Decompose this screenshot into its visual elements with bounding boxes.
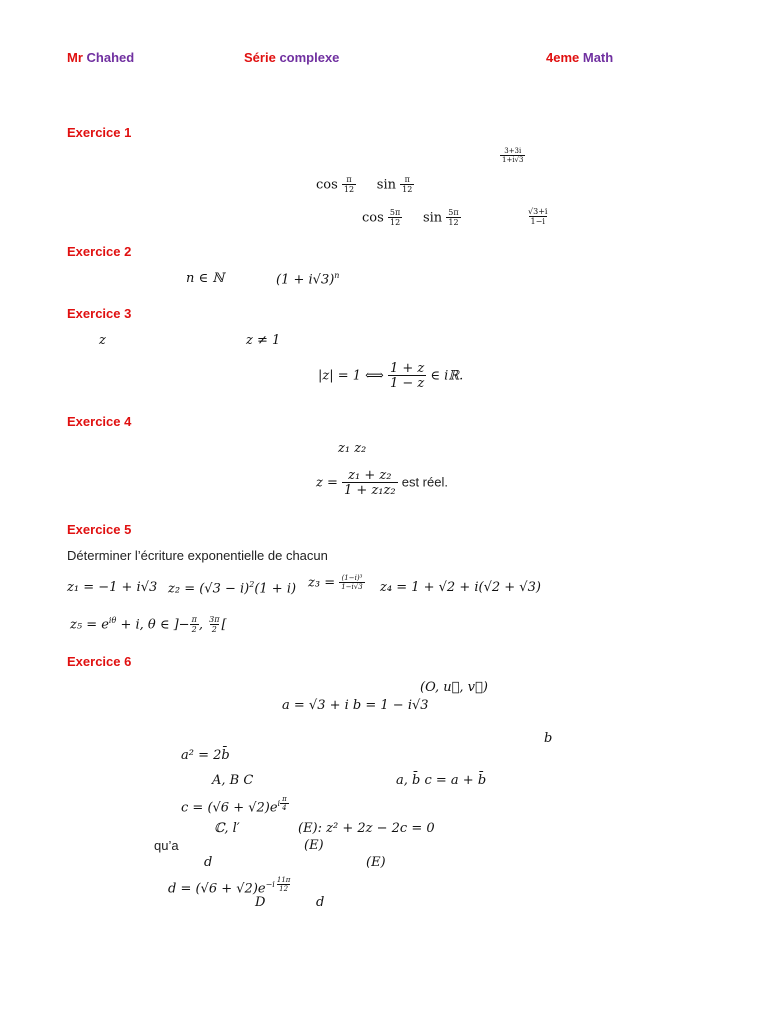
ex6-qua: qu’a [154, 838, 179, 853]
header-series: Série complexe [244, 50, 340, 65]
ex6-c-definition: a, b̄ c = a + b̄ [396, 773, 487, 788]
ex5-z1: z₁ = −1 + i√3 [67, 580, 158, 595]
ex1-fraction-a: $\frac{3+3i}{1+i√3}$ [502, 147, 524, 164]
exercise-1-title: Exercice 1 [67, 125, 132, 140]
ex2-condition: n ∈ ℕ [186, 271, 225, 286]
ex1-cos-sin-5pi12: cos $\frac{5\pi}{12}$ sin $\frac{5\pi}{12}$ [362, 208, 459, 227]
exercise-5-title: Exercice 5 [67, 522, 132, 537]
ex6-e-ref-1: (E) [304, 838, 324, 853]
ex5-z3: z₃ = $\frac{\text{(1−i)³}}{1-i√3}$ [308, 574, 363, 591]
header-author: Mr Chahed [67, 50, 135, 65]
ex4-expression: z = $\frac{\text{z₁ + z₂}}{\text{1 + z₁z₂}}$ est réel. [316, 468, 448, 498]
ex5-z2: $z_2 = (√3 - i)^2(1 + i)$ [168, 580, 297, 597]
header-level: 4eme Math [546, 50, 614, 65]
ex5-z4: z₄ = 1 + √2 + i(√2 + √3) [380, 580, 541, 595]
exercise-4-title: Exercice 4 [67, 414, 132, 429]
exercise-6-title: Exercice 6 [67, 654, 132, 669]
ex6-equation: (E): z² + 2z − 2c = 0 [298, 821, 435, 836]
ex3-equivalence: |z| = 1 ⟺ $\frac{1 + z}{1 - z}$ ∈ iℝ. [318, 361, 464, 391]
exercise-2-title: Exercice 2 [67, 244, 132, 259]
exercise-3-title: Exercice 3 [67, 306, 132, 321]
ex1-cos-sin-pi12: cos $\frac{\pi}{12}$ sin $\frac{\pi}{12}$ [316, 175, 413, 194]
ex2-expression: $(1 + i√3)^n$ [276, 271, 340, 288]
ex6-d2: d [316, 895, 325, 910]
ex6-e-ref-2: (E) [366, 855, 386, 870]
ex6-a-b-definition: a = √3 + i b = 1 − i√3 [282, 698, 429, 713]
ex5-z5: $z_5 = e^{i\theta} + i$, θ ∈ ]− $\frac{\pi}{2}$ , $\frac{3\pi}{2}$ [ [70, 615, 227, 634]
ex6-c-exponential: $c = (√6 + √2)e^{i \frac{\pi}{4}}$ [181, 795, 287, 816]
ex3-condition: z ≠ 1 [246, 333, 281, 348]
ex6-complex-set: ℂ, l′ [214, 821, 240, 836]
ex6-point-D: D [255, 895, 266, 910]
ex6-b: b [544, 731, 553, 746]
ex3-variable: z [99, 333, 106, 348]
ex1-fraction-b: $\frac{√3+i}{1-i}$ [528, 207, 548, 226]
ex6-points: A, B C [212, 773, 254, 788]
ex6-frame: (O, u⃗, v⃗) [420, 680, 488, 695]
ex6-d-exponential: $d = (√6 + √2)e^{-i \frac{11\pi}{12}}$ [168, 876, 291, 897]
ex4-variables: z₁ z₂ [338, 441, 367, 456]
ex6-a-squared: a² = 2b̄ [181, 748, 230, 763]
ex6-d: d [204, 855, 213, 870]
ex5-instruction: Déterminer l’écriture exponentielle de chacun [67, 548, 328, 563]
